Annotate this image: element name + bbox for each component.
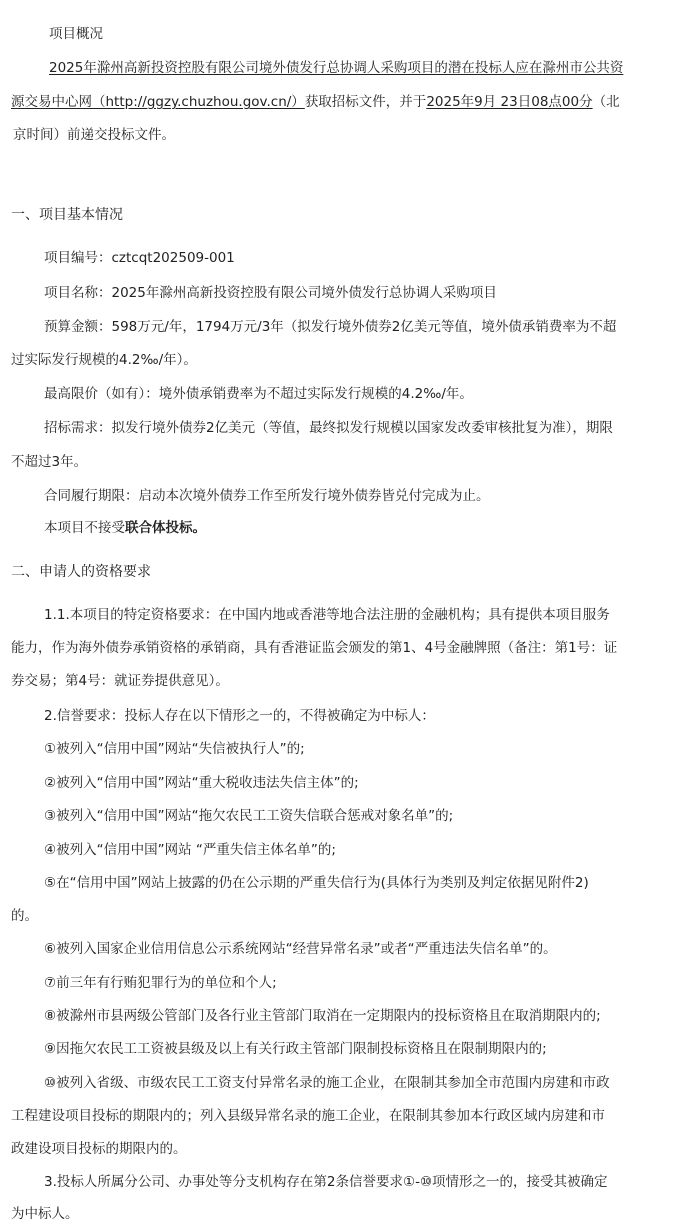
item-10-line-2: 工程建设项目投标的期限内的；列入县级异常名录的施工企业，在限制其参加本行政区域内房建和市 (11, 1108, 605, 1124)
contract-period: 合同履行期限：启动本次境外债券工作至所发行境外债券皆兑付完成为止。 (44, 488, 490, 504)
requirement-1-line-3: 券交易；第4号：就证券提供意见）。 (11, 673, 229, 689)
item-9: ⑨因拖欠农民工工资被县级及以上有关行政主管部门限制投标资格且在限制期限内的; (44, 1041, 547, 1057)
platform-url-link[interactable]: 源交易中心网（http://ggzy.chuzhou.gov.cn/） (11, 94, 305, 110)
intro-line-3: 京时间）前递交投标文件。 (13, 127, 175, 143)
requirement-1-line-2: 能力，作为海外债券承销资格的承销商，具有香港证监会颁发的第1、4号金融牌照（备注：第1号：证 (11, 640, 618, 656)
overview-title: 项目概况 (49, 26, 103, 42)
deadline-time: 2025年9月 23日08点00分 (426, 94, 593, 110)
project-name: 项目名称：2025年滁州高新投资控股有限公司境外债发行总协调人采购项目 (44, 285, 497, 301)
requirement-3-line-2: 为中标人。 (11, 1206, 79, 1222)
budget-line-2: 过实际发行规模的4.2‰/年）。 (11, 352, 197, 368)
item-10-line-1: ⑩被列入省级、市级农民工工资支付异常名录的施工企业，在限制其参加全市范围内房建和市政 (44, 1075, 610, 1091)
max-price: 最高限价（如有）：境外债承销费率为不超过实际发行规模的4.2‰/年。 (44, 386, 473, 402)
project-number: 项目编号：cztcqt202509-001 (44, 250, 235, 266)
item-7: ⑦前三年有行贿犯罪行为的单位和个人; (44, 975, 277, 991)
list-item: ③被列入“信用中国”网站“拖欠农民工工资失信联合惩戒对象名单”的; (44, 808, 454, 824)
list-item: ②被列入“信用中国”网站“重大税收违法失信主体”的; (44, 775, 359, 791)
platform-name-link[interactable]: 滁州市公共资 (542, 60, 624, 76)
budget-line-1: 预算金额：598万元/年，1794万元/3年（拟发行境外债券2亿美元等值，境外债承销费率为不超 (44, 319, 617, 335)
item-5-line-2: 的。 (11, 908, 38, 924)
intro-text: 获取招标文件，并于 (304, 94, 427, 110)
intro-project-text: 2025年滁州高新投资控股有限公司境外债发行总协调人采购项目的潜在投标人应在 (49, 60, 543, 76)
consortium-emphasis: 联合体投标。 (125, 520, 206, 536)
requirement-1-line-1: 1.1.本项目的特定资格要求：在中国内地或香港等地合法注册的金融机构；具有提供本项目服务 (44, 607, 610, 623)
list-item: ④被列入“信用中国”网站 “严重失信主体名单”的; (44, 842, 336, 858)
intro-line-2 (11, 92, 620, 112)
intro-line-1 (49, 58, 623, 78)
section-1-heading: 一、项目基本情况 (11, 207, 123, 223)
demand-line-1: 招标需求：拟发行境外债券2亿美元（等值，最终拟发行规模以国家发改委审核批复为准），期限 (44, 420, 613, 436)
item-6: ⑥被列入国家企业信用信息公示系统网站“经营异常名录”或者“严重违法失信名单”的。 (44, 941, 557, 957)
item-10-line-3: 政建设项目投标的期限内的。 (11, 1141, 187, 1157)
requirement-3-line-1: 3.投标人所属分公司、办事处等分支机构存在第2条信誉要求①-⑩项情形之一的，接受其被确定 (44, 1174, 608, 1190)
section-2-heading: 二、申请人的资格要求 (11, 564, 151, 580)
list-item: ①被列入“信用中国”网站“失信被执行人”的; (44, 741, 305, 757)
item-5-line-1: ⑤在“信用中国”网站上披露的仍在公示期的严重失信行为(具体行为类别及判定依据见附件2) (44, 875, 589, 891)
item-8: ⑧被滁州市县两级公管部门及各行业主管部门取消在一定期限内的投标资格且在取消期限内的; (44, 1008, 601, 1024)
requirement-2: 2.信誉要求：投标人存在以下情形之一的，不得被确定为中标人： (44, 708, 435, 724)
consortium-text: 本项目不接受 (44, 520, 125, 536)
consortium-note (44, 518, 206, 538)
demand-line-2: 不超过3年。 (11, 454, 88, 470)
intro-text-tail: （北 (592, 94, 620, 110)
